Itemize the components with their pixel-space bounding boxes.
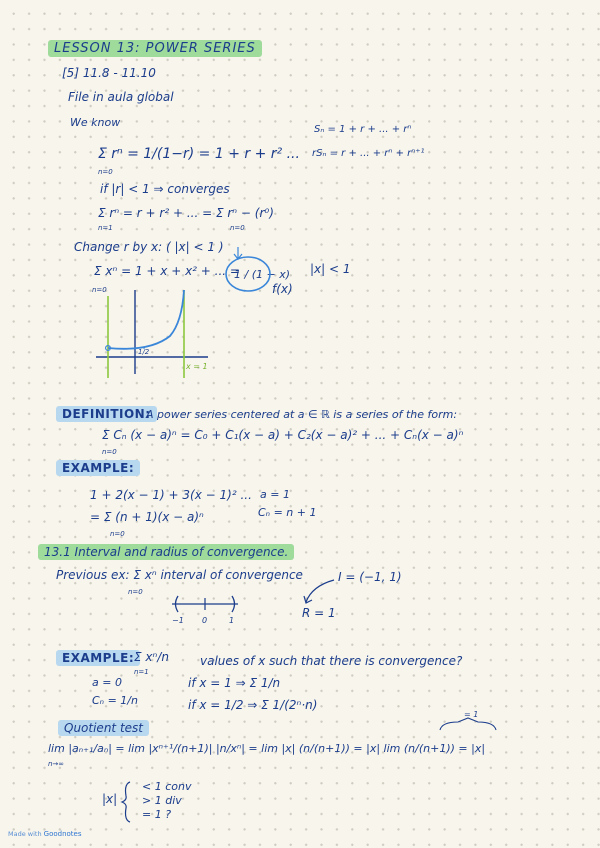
definition-label: DEFINITION: [56, 406, 157, 422]
limit-computation: lim |aₙ₊₁/aₙ| = lim |xⁿ⁺¹/(n+1)| |n/xⁿ| = lim |x| (n/(n+1)) = |x| lim (n/(n+1)) = |x| [48, 742, 486, 755]
example-1-a: a = 1 [260, 488, 290, 501]
number-line-one: 1 [229, 616, 235, 625]
reference: [5] 11.8 - 11.10 [62, 66, 156, 80]
limit-subscript: n→∞ [48, 760, 65, 768]
fraction-one-over-one-minus-x: 1 / (1 − x) [234, 268, 290, 281]
partial-sum-line-2: rSₙ = r + ... + rⁿ + rⁿ⁺¹ [312, 148, 425, 159]
number-line-zero: 0 [202, 616, 208, 625]
example-2-if-xhalf: if x = 1/2 ⇒ Σ 1/(2ⁿ·n) [188, 698, 318, 712]
file-note: File in aula global [68, 90, 174, 104]
example-2-label: EXAMPLE: [56, 650, 140, 666]
geometric-sum-shifted: Σ rⁿ = r + r² + ... = Σ rⁿ − (r⁰) [98, 206, 274, 220]
previous-example-index: n=0 [128, 588, 143, 596]
section-title: 13.1 Interval and radius of convergence. [38, 544, 294, 560]
case-converges: < 1 conv [142, 780, 192, 793]
partial-sum-line-1: Sₙ = 1 + r + ... + rⁿ [314, 124, 412, 135]
example-1-cn: Cₙ = n + 1 [258, 506, 317, 519]
example-1-label: EXAMPLE: [56, 460, 140, 476]
example-1-index: n=0 [110, 530, 125, 538]
change-variable-line: Change r by x: ( |x| < 1 ) [74, 240, 224, 254]
previous-example: Previous ex: Σ xⁿ interval of convergence [56, 568, 303, 582]
example-2-index: n=1 [134, 668, 149, 676]
geometric-sum: Σ rⁿ = 1/(1−r) = 1 + r + r² ... [98, 146, 300, 162]
abs-x-condition: |x| < 1 [310, 262, 351, 276]
power-series-x-index: n=0 [92, 286, 107, 294]
shifted-index-left: n=1 [98, 224, 113, 232]
example-2-question: values of x such that there is convergence? [200, 654, 463, 668]
abs-x-cases: |x| [102, 792, 118, 806]
graph-label-half: 1/2 [138, 348, 150, 356]
lesson-title: LESSON 13: POWER SERIES [48, 40, 262, 57]
interval-of-convergence: I = (−1, 1) [338, 570, 402, 584]
goodnotes-watermark [8, 830, 82, 838]
brand-name: Goodnotes [43, 830, 82, 838]
geometric-sum-index: n=0 [98, 168, 113, 176]
convergence-condition: if |r| < 1 ⇒ converges [100, 182, 230, 196]
shifted-index-right: n=0 [230, 224, 245, 232]
example-2-a: a = 0 [92, 676, 122, 689]
definition-text: A power series centered at a ∈ ℝ is a series of the form: [146, 408, 458, 421]
radius-of-convergence: R = 1 [302, 606, 336, 620]
graph-label-x1: x = 1 [186, 362, 208, 371]
brand-prefix: Made with [8, 830, 42, 838]
number-line-minus-one: −1 [172, 616, 184, 625]
case-diverges: > 1 div [142, 794, 182, 807]
example-1-line-2: = Σ (n + 1)(x − a)ⁿ [90, 510, 204, 524]
example-2-if-x1: if x = 1 ⇒ Σ 1/n [188, 676, 281, 690]
definition-index: n=0 [102, 448, 117, 456]
example-2-series: Σ xⁿ/n [134, 650, 169, 664]
quotient-test-label: Quotient test [58, 720, 149, 736]
power-series-x: Σ xⁿ = 1 + x + x² + ... = [94, 264, 240, 278]
example-2-cn: Cₙ = 1/n [92, 694, 138, 707]
example-1-line-1: 1 + 2(x − 1) + 3(x − 1)² ... [90, 488, 252, 502]
case-unknown: = 1 ? [142, 808, 172, 821]
definition-formula: Σ Cₙ (x − a)ⁿ = C₀ + C₁(x − a) + C₂(x − a)² + ... + Cₙ(x − a)ⁿ [102, 428, 464, 442]
we-know-note: We know [70, 116, 121, 129]
f-of-x-label: f(x) [272, 282, 293, 296]
brace-equals-one: = 1 [464, 710, 479, 719]
